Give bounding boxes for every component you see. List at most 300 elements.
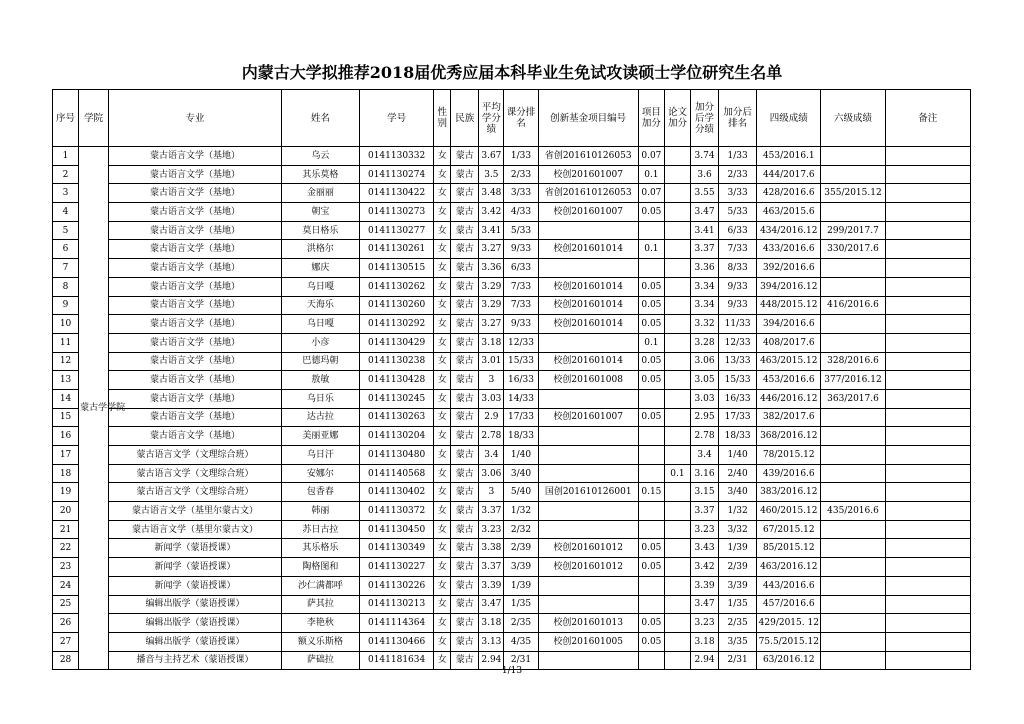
table-row <box>53 558 971 577</box>
table-cell: 蒙古语言文学（基地） <box>109 277 282 296</box>
student-table <box>52 89 971 670</box>
table-cell: 0141130273 <box>359 203 433 222</box>
table-cell: 蒙古语言文学（基里尔蒙古文） <box>109 502 282 521</box>
table-cell: 0141140568 <box>359 464 433 483</box>
table-cell: 乌日嘎 <box>281 277 359 296</box>
table-cell: 0.15 <box>638 483 664 502</box>
table-cell: 莫日格乐 <box>281 221 359 240</box>
table-cell: 434/2016.12 <box>757 221 821 240</box>
table-row <box>53 147 971 166</box>
table-cell: 3.16 <box>691 464 719 483</box>
table-cell: 蒙古 <box>451 203 479 222</box>
table-cell: 13/33 <box>719 352 757 371</box>
table-cell: 460/2015.12 <box>757 502 821 521</box>
table-cell: 428/2016.6 <box>757 184 821 203</box>
table-cell: 女 <box>434 408 451 427</box>
table-cell: 0141130429 <box>359 333 433 352</box>
table-cell <box>664 446 690 465</box>
table-cell: 7/33 <box>719 240 757 259</box>
table-row <box>53 446 971 465</box>
table-cell <box>821 147 885 166</box>
table-cell: 0.1 <box>638 333 664 352</box>
table-cell: 0.05 <box>638 296 664 315</box>
table-cell: 1/39 <box>719 539 757 558</box>
table-cell: 金丽丽 <box>281 184 359 203</box>
table-cell: 3.01 <box>479 352 504 371</box>
table-cell <box>821 632 885 651</box>
table-cell: 3.43 <box>691 539 719 558</box>
table-cell: 2/39 <box>504 539 538 558</box>
table-cell: 蒙古 <box>451 371 479 390</box>
table-cell: 416/2016.6 <box>821 296 885 315</box>
table-row <box>53 614 971 633</box>
table-row <box>53 483 971 502</box>
table-cell: 3.67 <box>479 147 504 166</box>
table-cell <box>664 427 690 446</box>
table-cell: 0.05 <box>638 371 664 390</box>
table-cell: 0141130332 <box>359 147 433 166</box>
table-cell <box>664 315 690 334</box>
table-cell: 蒙古 <box>451 520 479 539</box>
table-cell: 女 <box>434 595 451 614</box>
table-cell <box>664 296 690 315</box>
table-cell: 0141130263 <box>359 408 433 427</box>
table-cell: 2/35 <box>504 614 538 633</box>
table-cell: 12/33 <box>504 333 538 352</box>
table-cell: 新闻学（蒙语授课） <box>109 558 282 577</box>
table-cell: 3.47 <box>479 595 504 614</box>
table-cell: 蒙古 <box>451 165 479 184</box>
table-cell: 15 <box>53 408 79 427</box>
table-cell: 女 <box>434 446 451 465</box>
table-row <box>53 277 971 296</box>
table-cell: 女 <box>434 539 451 558</box>
table-cell: 蒙古 <box>451 464 479 483</box>
page-number: 1/13 <box>501 666 523 676</box>
table-cell: 蒙古 <box>451 277 479 296</box>
table-cell: 3.18 <box>691 632 719 651</box>
table-cell: 17/33 <box>504 408 538 427</box>
table-cell: 355/2015.12 <box>821 184 885 203</box>
table-cell: 363/2017.6 <box>821 389 885 408</box>
header-cell: 加分后学分绩 <box>691 90 719 147</box>
table-cell: 1/35 <box>719 595 757 614</box>
table-header-row <box>53 90 971 147</box>
table-cell: 编辑出版学（蒙语授课） <box>109 614 282 633</box>
table-cell: 蒙古语言文学（基地） <box>109 165 282 184</box>
table-cell <box>664 203 690 222</box>
table-cell: 2.94 <box>691 651 719 670</box>
table-cell: 9/33 <box>719 277 757 296</box>
table-cell: 328/2016.6 <box>821 352 885 371</box>
table-cell: 蒙古语言文学（基地） <box>109 389 282 408</box>
table-cell <box>638 446 664 465</box>
table-row <box>53 184 971 203</box>
table-cell: 5/40 <box>504 483 538 502</box>
table-cell: 9 <box>53 296 79 315</box>
table-row <box>53 240 971 259</box>
table-cell: 女 <box>434 576 451 595</box>
table-cell <box>885 446 970 465</box>
table-cell <box>821 408 885 427</box>
table-cell <box>664 632 690 651</box>
table-cell: 3.47 <box>691 203 719 222</box>
table-cell: 21 <box>53 520 79 539</box>
table-cell: 其乐莫格 <box>281 165 359 184</box>
table-cell: 19 <box>53 483 79 502</box>
table-cell: 2/33 <box>504 165 538 184</box>
table-cell: 2.9 <box>479 408 504 427</box>
table-cell: 蒙古语言文学（文理综合班） <box>109 483 282 502</box>
table-cell: 女 <box>434 389 451 408</box>
table-cell: 3.42 <box>691 558 719 577</box>
table-cell: 3.47 <box>691 595 719 614</box>
table-cell: 校创201601008 <box>538 371 638 390</box>
table-cell: 女 <box>434 315 451 334</box>
table-cell: 439/2016.6 <box>757 464 821 483</box>
table-cell: 3/33 <box>719 184 757 203</box>
table-cell <box>538 259 638 278</box>
table-cell: 0.1 <box>638 240 664 259</box>
table-cell: 0141130428 <box>359 371 433 390</box>
table-cell: 3.42 <box>479 203 504 222</box>
table-cell <box>885 502 970 521</box>
table-cell: 0141181634 <box>359 651 433 670</box>
table-cell: 巴德玛朝 <box>281 352 359 371</box>
table-cell: 15/33 <box>719 371 757 390</box>
table-cell: 435/2016.6 <box>821 502 885 521</box>
table-cell: 女 <box>434 333 451 352</box>
table-cell: 0.05 <box>638 614 664 633</box>
table-cell: 63/2016.12 <box>757 651 821 670</box>
table-cell: 16/33 <box>719 389 757 408</box>
header-cell: 姓名 <box>281 90 359 147</box>
table-cell: 3.06 <box>479 464 504 483</box>
table-cell: 15/33 <box>504 352 538 371</box>
table-cell: 3/33 <box>504 184 538 203</box>
table-cell: 3.37 <box>691 502 719 521</box>
table-cell: 播音与主持艺术（蒙语授课） <box>109 651 282 670</box>
table-cell: 包香春 <box>281 483 359 502</box>
table-cell <box>638 427 664 446</box>
table-cell <box>885 558 970 577</box>
table-cell: 女 <box>434 184 451 203</box>
table-row <box>53 408 971 427</box>
table-cell <box>885 333 970 352</box>
table-cell: 463/2016.12 <box>757 558 821 577</box>
table-cell <box>638 221 664 240</box>
table-cell: 萨础拉 <box>281 651 359 670</box>
table-cell <box>664 614 690 633</box>
table-cell: 3.37 <box>479 502 504 521</box>
table-cell: 女 <box>434 352 451 371</box>
table-cell: 6/33 <box>504 259 538 278</box>
table-cell: 乌云 <box>281 147 359 166</box>
table-cell <box>821 165 885 184</box>
table-cell: 2/33 <box>719 165 757 184</box>
table-cell <box>885 352 970 371</box>
table-cell: 4/35 <box>504 632 538 651</box>
table-cell: 3.32 <box>691 315 719 334</box>
header-cell: 学号 <box>359 90 433 147</box>
table-cell: 3.05 <box>691 371 719 390</box>
table-cell: 3.5 <box>479 165 504 184</box>
table-row <box>53 520 971 539</box>
table-cell <box>885 184 970 203</box>
table-cell: 17/33 <box>719 408 757 427</box>
table-cell: 安娜尔 <box>281 464 359 483</box>
table-cell: 3 <box>53 184 79 203</box>
table-cell: 299/2017.7 <box>821 221 885 240</box>
table-cell: 2.94 <box>479 651 504 670</box>
table-cell: 22 <box>53 539 79 558</box>
header-cell: 加分后排名 <box>719 90 757 147</box>
table-cell: 78/2015.12 <box>757 446 821 465</box>
table-cell <box>821 464 885 483</box>
table-cell: 368/2016.12 <box>757 427 821 446</box>
table-cell: 8/33 <box>719 259 757 278</box>
table-cell: 3.03 <box>691 389 719 408</box>
table-cell: 3.39 <box>479 576 504 595</box>
table-row <box>53 165 971 184</box>
table-cell: 0141130260 <box>359 296 433 315</box>
table-cell: 女 <box>434 483 451 502</box>
table-cell <box>664 408 690 427</box>
header-cell: 备注 <box>885 90 970 147</box>
table-cell: 0141130372 <box>359 502 433 521</box>
table-cell: 1/32 <box>504 502 538 521</box>
table-cell: 省创201610126053 <box>538 147 638 166</box>
table-cell: 0141130245 <box>359 389 433 408</box>
table-cell: 383/2016.12 <box>757 483 821 502</box>
table-cell: 女 <box>434 651 451 670</box>
table-cell: 0141130480 <box>359 446 433 465</box>
table-cell: 女 <box>434 296 451 315</box>
table-cell <box>664 147 690 166</box>
table-cell <box>638 595 664 614</box>
header-cell: 课分排名 <box>504 90 538 147</box>
table-cell: 6 <box>53 240 79 259</box>
table-cell <box>538 446 638 465</box>
table-cell: 0.05 <box>638 539 664 558</box>
table-cell <box>538 389 638 408</box>
table-cell <box>664 539 690 558</box>
table-cell: 校创201601014 <box>538 277 638 296</box>
table-cell: 0141130277 <box>359 221 433 240</box>
table-cell: 蒙古语言文学（基地） <box>109 352 282 371</box>
table-cell: 0141130261 <box>359 240 433 259</box>
table-cell: 23 <box>53 558 79 577</box>
table-cell: 1/39 <box>504 576 538 595</box>
table-cell <box>664 277 690 296</box>
table-cell: 330/2017.6 <box>821 240 885 259</box>
table-cell: 3.27 <box>479 240 504 259</box>
table-cell: 2 <box>53 165 79 184</box>
table-cell <box>885 483 970 502</box>
table-cell <box>821 576 885 595</box>
table-cell <box>885 632 970 651</box>
table-cell <box>664 165 690 184</box>
table-cell: 蒙古 <box>451 558 479 577</box>
table-cell <box>664 502 690 521</box>
table-cell: 0.05 <box>638 203 664 222</box>
table-cell: 7/33 <box>504 277 538 296</box>
table-cell <box>821 520 885 539</box>
table-cell: 0141130213 <box>359 595 433 614</box>
table-cell: 0141130204 <box>359 427 433 446</box>
table-cell: 0141130227 <box>359 558 433 577</box>
table-cell: 女 <box>434 259 451 278</box>
table-cell: 美丽亚娜 <box>281 427 359 446</box>
table-cell: 3/32 <box>719 520 757 539</box>
table-cell <box>664 595 690 614</box>
table-cell: 蒙古 <box>451 333 479 352</box>
table-cell <box>885 576 970 595</box>
table-cell <box>885 539 970 558</box>
table-cell <box>664 352 690 371</box>
table-cell: 13 <box>53 371 79 390</box>
table-row <box>53 221 971 240</box>
table-cell: 2.78 <box>479 427 504 446</box>
table-cell: 3.06 <box>691 352 719 371</box>
table-cell: 0141130466 <box>359 632 433 651</box>
table-cell: 14 <box>53 389 79 408</box>
table-cell: 463/2015.6 <box>757 203 821 222</box>
table-cell: 7 <box>53 259 79 278</box>
table-cell: 其乐格乐 <box>281 539 359 558</box>
table-cell: 3.23 <box>691 614 719 633</box>
table-cell: 2/31 <box>504 651 538 670</box>
table-cell: 蒙古 <box>451 446 479 465</box>
table-cell: 蒙古 <box>451 539 479 558</box>
table-cell: 3.55 <box>691 184 719 203</box>
table-cell: 17 <box>53 446 79 465</box>
table-cell: 463/2015.12 <box>757 352 821 371</box>
table-cell <box>885 520 970 539</box>
table-cell: 1/33 <box>504 147 538 166</box>
document-title: 内蒙古大学拟推荐2018届优秀应届本科毕业生免试攻读硕士学位研究生名单 <box>241 63 783 82</box>
table-cell <box>638 464 664 483</box>
table-cell: 28 <box>53 651 79 670</box>
table-cell: 达古拉 <box>281 408 359 427</box>
table-cell: 3.37 <box>479 558 504 577</box>
table-cell: 乌日嘎 <box>281 315 359 334</box>
table-cell: 苏日古拉 <box>281 520 359 539</box>
table-cell <box>885 277 970 296</box>
table-cell: 3.39 <box>691 576 719 595</box>
table-cell: 0.05 <box>638 632 664 651</box>
table-row <box>53 203 971 222</box>
table-cell: 蒙古 <box>451 296 479 315</box>
table-cell <box>885 408 970 427</box>
table-cell: 蒙古语言文学（基地） <box>109 315 282 334</box>
table-cell <box>821 539 885 558</box>
table-cell: 24 <box>53 576 79 595</box>
table-cell: 蒙古语言文学（基地） <box>109 333 282 352</box>
table-cell: 3.36 <box>479 259 504 278</box>
table-cell: 3.27 <box>479 315 504 334</box>
table-cell <box>664 576 690 595</box>
table-cell: 蒙古 <box>451 184 479 203</box>
table-cell <box>885 427 970 446</box>
table-cell: 女 <box>434 371 451 390</box>
table-cell: 6/33 <box>719 221 757 240</box>
table-cell <box>885 464 970 483</box>
table-cell <box>538 502 638 521</box>
table-cell: 天海乐 <box>281 296 359 315</box>
table-cell <box>638 502 664 521</box>
table-cell <box>885 203 970 222</box>
table-cell: 377/2016.12 <box>821 371 885 390</box>
table-row <box>53 464 971 483</box>
table-cell <box>885 595 970 614</box>
table-cell <box>821 203 885 222</box>
table-cell <box>664 333 690 352</box>
table-cell: 3/40 <box>719 483 757 502</box>
table-cell <box>538 427 638 446</box>
table-cell: 3.37 <box>691 240 719 259</box>
table-cell: 蒙古 <box>451 259 479 278</box>
table-cell <box>538 595 638 614</box>
table-cell: 0141130402 <box>359 483 433 502</box>
table-cell: 0.07 <box>638 147 664 166</box>
table-cell: 蒙古 <box>451 614 479 633</box>
table-cell: 3.23 <box>691 520 719 539</box>
table-cell: 9/33 <box>504 240 538 259</box>
table-cell: 2/35 <box>719 614 757 633</box>
table-cell: 1 <box>53 147 79 166</box>
table-cell: 3.15 <box>691 483 719 502</box>
table-cell: 408/2017.6 <box>757 333 821 352</box>
table-cell: 校创201601012 <box>538 539 638 558</box>
table-cell: 3/35 <box>719 632 757 651</box>
table-cell: 蒙古语言文学（文理综合班） <box>109 464 282 483</box>
table-cell: 3.29 <box>479 296 504 315</box>
table-cell <box>664 184 690 203</box>
table-cell: 女 <box>434 502 451 521</box>
table-cell: 女 <box>434 632 451 651</box>
table-cell: 女 <box>434 203 451 222</box>
table-cell: 0141130349 <box>359 539 433 558</box>
table-cell: 蒙古语言文学（基地） <box>109 259 282 278</box>
table-row <box>53 502 971 521</box>
table-cell: 校创201601014 <box>538 240 638 259</box>
table-cell: 蒙古 <box>451 595 479 614</box>
table-cell: 国创201610126001 <box>538 483 638 502</box>
table-cell: 3.29 <box>479 277 504 296</box>
table-cell: 1/40 <box>719 446 757 465</box>
table-cell: 校创201601007 <box>538 165 638 184</box>
table-cell: 443/2016.6 <box>757 576 821 595</box>
table-cell <box>538 333 638 352</box>
table-cell <box>885 221 970 240</box>
table-cell: 0141130292 <box>359 315 433 334</box>
table-cell: 18/33 <box>719 427 757 446</box>
table-cell: 14/33 <box>504 389 538 408</box>
table-cell: 5 <box>53 221 79 240</box>
table-row <box>53 427 971 446</box>
table-cell: 12/33 <box>719 333 757 352</box>
table-cell: 校创201601012 <box>538 558 638 577</box>
table-row <box>53 576 971 595</box>
table-cell: 16/33 <box>504 371 538 390</box>
table-cell: 2/39 <box>719 558 757 577</box>
table-cell: 女 <box>434 520 451 539</box>
table-cell: 女 <box>434 147 451 166</box>
table-cell: 5/33 <box>719 203 757 222</box>
table-row <box>53 315 971 334</box>
table-cell: 女 <box>434 427 451 446</box>
